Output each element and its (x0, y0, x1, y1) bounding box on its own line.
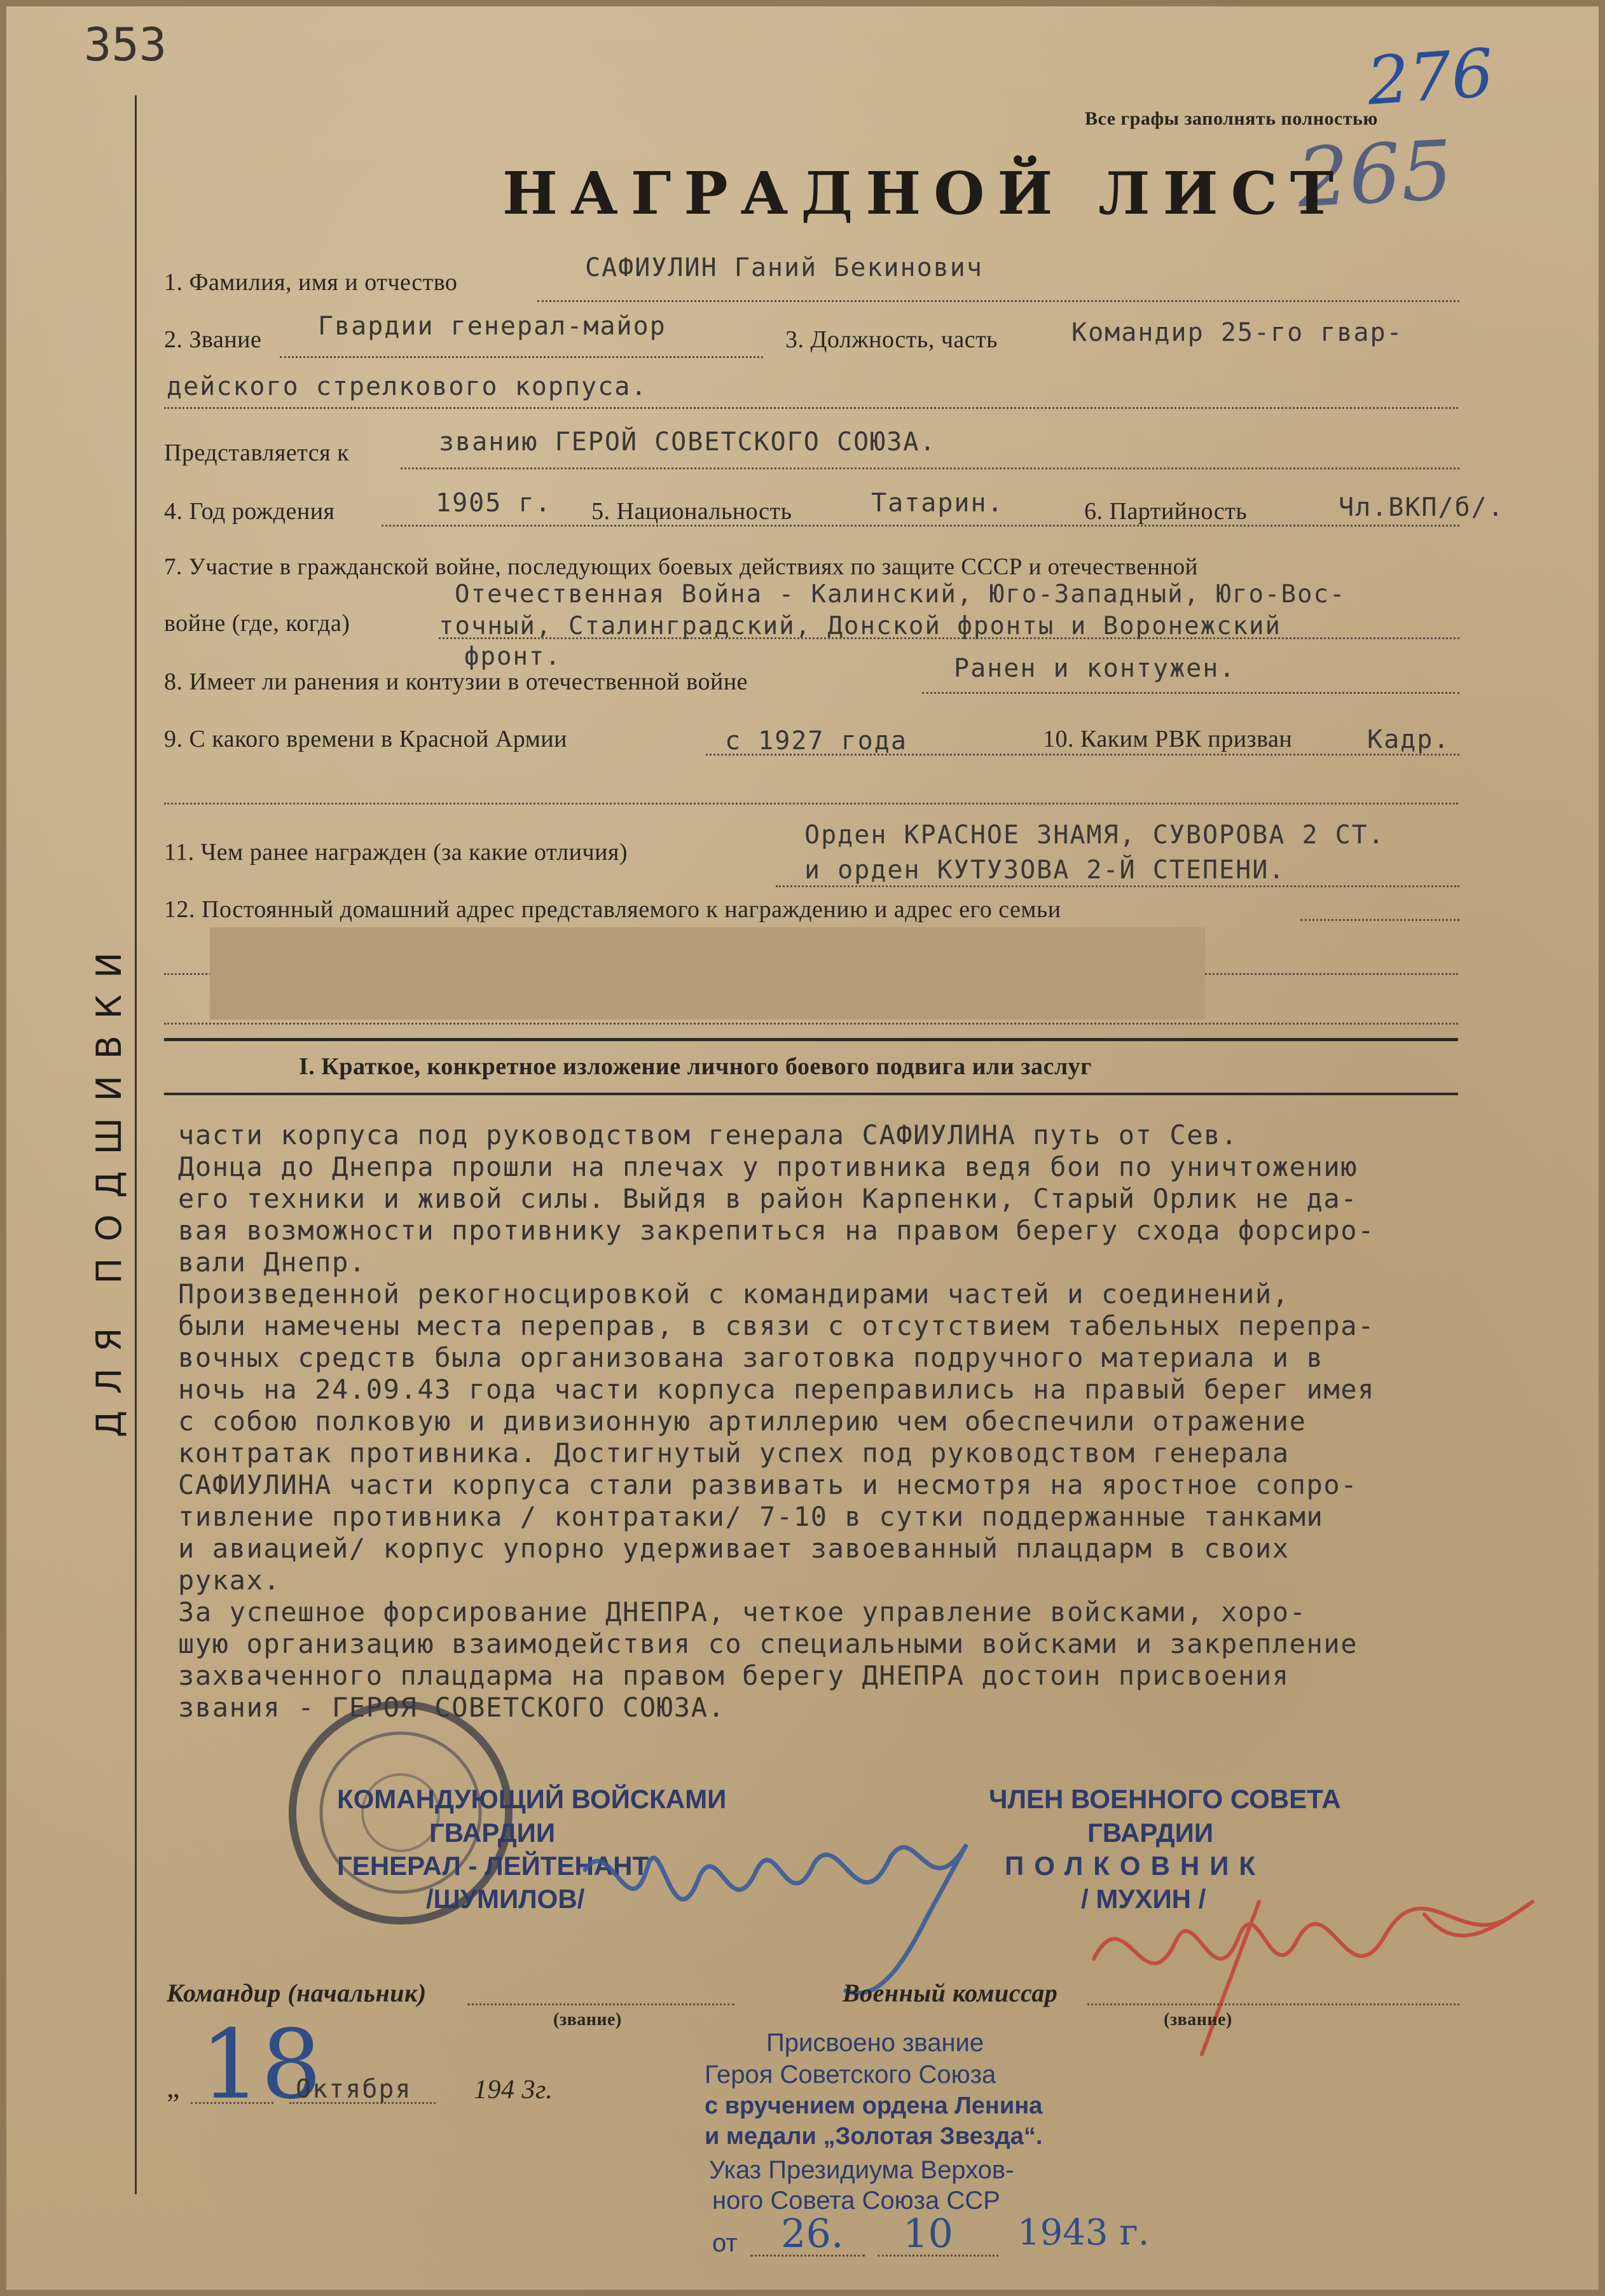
field-4-value: 1905 г. (436, 488, 552, 518)
award-date-prefix: от (712, 2229, 738, 2257)
field-5-label: 5. Национальность (591, 498, 792, 525)
field-9-value: с 1927 года (725, 726, 907, 756)
field-1-line (537, 300, 1459, 302)
field-7-label-line2: войне (где, когда) (164, 610, 350, 637)
narrative-line: За успешное форсирование ДНЕПРА, четкое управление войсками, хоро- (178, 1596, 1307, 1628)
narrative-line: Произведенной рекогносцировкой с командирами частей и соединений, (178, 1278, 1290, 1310)
award-date-day-line (750, 2255, 865, 2257)
commissar-signature (1068, 1844, 1552, 2061)
award-stamp-line: с вручением ордена Ленина (705, 2092, 1043, 2119)
narrative-line: захваченного плацдарма на правом берегу ДНЕПРА достоин присвоения (178, 1660, 1290, 1691)
narrative-line: с собою полковую и дивизионную артиллерию чем обеспечили отражение (178, 1406, 1307, 1437)
address-redaction (210, 927, 1205, 1020)
award-date-year: 1943 г. (1017, 2212, 1150, 2253)
commander-label: Командир (начальник) (167, 1979, 427, 2007)
field-2-value: Гвардии генерал-майор (318, 312, 666, 341)
archive-number: 353 (84, 18, 167, 71)
narrative-line: шую организацию взаимодействия со специальными войсками и закрепление (178, 1628, 1358, 1659)
narrative-line: и авиацией/ корпус упорно удерживает завоеванный плацдарм в своих (178, 1533, 1290, 1564)
represented-for-line (401, 467, 1459, 469)
field-4-label: 4. Год рождения (164, 498, 335, 525)
commissar-label: Военный комиссар (843, 1979, 1058, 2007)
narrative-line: звания - ГЕРОЯ СОВЕТСКОГО СОЮЗА. (178, 1692, 726, 1723)
field-11-value-line1: Орден КРАСНОЕ ЗНАМЯ, СУВОРОВА 2 СТ. (804, 820, 1385, 850)
field-11-line (776, 885, 1459, 887)
date-day: 18 (200, 2010, 322, 2120)
field-3-label: 3. Должность, часть (785, 326, 998, 353)
field-2-label: 2. Звание (164, 326, 262, 353)
field-3-value-line2: дейского стрелкового корпуса. (167, 372, 648, 401)
award-stamp-line: Присвоено звание (766, 2029, 984, 2057)
field-5-value: Татарин. (871, 488, 1004, 518)
award-stamp-line: и медали „Золотая Звезда“. (705, 2123, 1043, 2150)
narrative-line: вали Днепр. (178, 1247, 366, 1278)
field-8-line (922, 692, 1459, 694)
award-date-month-line (878, 2255, 998, 2257)
field-7-value-line3: фронт. (464, 642, 561, 671)
narrative-line: его техники и живой силы. Выйдя в район Карпенки, Старый Орлик не да- (178, 1183, 1358, 1214)
document-title: НАГРАДНОЙ ЛИСТ (502, 159, 1347, 228)
narrative-line: Донца до Днепра прошли на плечах у противника ведя бои по уничтожению (178, 1151, 1358, 1182)
field-3-value-line1: Командир 25-го гвар- (1071, 318, 1403, 347)
margin-rule (135, 95, 137, 2194)
field-10-value: Кадр. (1367, 725, 1450, 754)
field-11-value-line2: и орден КУТУЗОВА 2-Й СТЕПЕНИ. (804, 855, 1286, 885)
narrative-line: были намечены места переправ, в связи с отсутствием табельных перепра- (178, 1310, 1375, 1341)
section-rule-bottom (164, 1093, 1458, 1095)
commander-rank-line (467, 2003, 734, 2005)
field-1-value: САФИУЛИН Ганий Бекинович (585, 253, 983, 282)
sign-left-line1: КОМАНДУЮЩИЙ ВОЙСКАМИ (337, 1784, 727, 1814)
sign-right-line4: / МУХИН / (1081, 1884, 1206, 1914)
sign-right-line1: ЧЛЕН ВОЕННОГО СОВЕТА (989, 1784, 1341, 1814)
field-3-line (164, 407, 1458, 409)
narrative-line: САФИУЛИНА части корпуса стали развивать и несмотря на яростное сопро- (178, 1469, 1358, 1500)
award-stamp-line: ного Совета Союза ССР (712, 2187, 1000, 2215)
sign-left-line3: ГЕНЕРАЛ - ЛЕЙТЕНАНТ (337, 1851, 649, 1881)
represented-for-label: Представляется к (164, 439, 350, 466)
commander-rank-caption: (звание) (553, 2010, 622, 2030)
commissar-rank-line (1087, 2003, 1459, 2005)
field-6-value: Чл.ВКП/б/. (1339, 493, 1505, 522)
field-456-line (382, 525, 1459, 527)
field-12-label: 12. Постоянный домашний адрес представляемого к награждению и адрес его семьи (164, 896, 1061, 923)
narrative-line: ночь на 24.09.43 года части корпуса переправились на правый берег имея (178, 1374, 1375, 1405)
field-7-value-line2: точный, Сталинградский, Донской фронты и Воронежский (439, 612, 1281, 640)
field-9-label: 9. С какого времени в Красной Армии (164, 726, 567, 752)
award-stamp-line: Героя Советского Союза (705, 2061, 996, 2089)
corner-hand-note-2: 265 (1295, 123, 1456, 226)
narrative-line: контратак противника. Достигнутый успех под руководством генерала (178, 1437, 1290, 1469)
field-1-label: 1. Фамилия, имя и отчество (164, 269, 458, 296)
sign-left-line4: /ШУМИЛОВ/ (426, 1884, 585, 1914)
sign-left-line2: ГВАРДИИ (429, 1818, 556, 1848)
date-day-line (191, 2102, 273, 2104)
corner-hand-note: 276 (1364, 34, 1496, 120)
field-12-line-1 (1300, 919, 1459, 921)
award-stamp-line: Указ Президиума Верхов- (709, 2156, 1014, 2184)
field-7-line (439, 637, 1459, 639)
margin-vertical-text: ДЛЯ ПОДШИВКИ (89, 936, 129, 1437)
field-7-value-line1: Отечественная Война - Калинский, Юго-Западный, Юго-Вос- (455, 580, 1346, 609)
sign-right-line2: ГВАРДИИ (1087, 1818, 1214, 1848)
date-year: 194 3г. (474, 2075, 553, 2105)
field-6-label: 6. Партийность (1084, 498, 1248, 525)
date-month-line (289, 2102, 436, 2104)
narrative-line: вочных средств была организована заготовка подручного материала и в (178, 1342, 1324, 1373)
represented-for-value: званию ГЕРОЙ СОВЕТСКОГО СОЮЗА. (439, 427, 937, 457)
field-9-line (706, 754, 1459, 756)
fill-all-note: Все графы заполнять полностью (1085, 108, 1378, 129)
narrative-line: руках. (178, 1565, 281, 1596)
sign-right-line3: ПОЛКОВНИК (1005, 1851, 1266, 1881)
section-rule-top (164, 1038, 1458, 1041)
field-7-label-line1: 7. Участие в гражданской войне, последующих боевых действиях по защите СССР и отечественной (164, 554, 1198, 580)
narrative-line: части корпуса под руководством генерала САФИУЛИНА путь от Сев. (178, 1119, 1238, 1151)
field-2-line (280, 356, 763, 358)
award-date-month: 10 (903, 2210, 953, 2257)
award-date-day: 26. (781, 2210, 844, 2257)
narrative-line: вая возможности противнику закрепиться на правом берегу схода форсиро- (178, 1215, 1375, 1246)
field-12-line-3 (164, 1023, 1458, 1025)
date-month: Октября (296, 2075, 412, 2104)
section-title: I. Краткое, конкретное изложение личного боевого подвига или заслуг (299, 1053, 1092, 1080)
narrative-line: тивление противника / контратаки/ 7-10 в сутки поддержанные танками (178, 1501, 1324, 1532)
date-prefix: „ (167, 2071, 180, 2103)
narrative-block (178, 1119, 1375, 1724)
field-8-label: 8. Имеет ли ранения и контузии в отечественной войне (164, 668, 748, 695)
field-10-label: 10. Каким РВК призван (1043, 726, 1293, 752)
field-8-value: Ранен и контужен. (954, 654, 1236, 683)
field-11-label: 11. Чем ранее награжден (за какие отличия) (164, 839, 628, 866)
commissar-rank-caption: (звание) (1164, 2010, 1232, 2030)
field-9-line-2 (164, 803, 1458, 805)
